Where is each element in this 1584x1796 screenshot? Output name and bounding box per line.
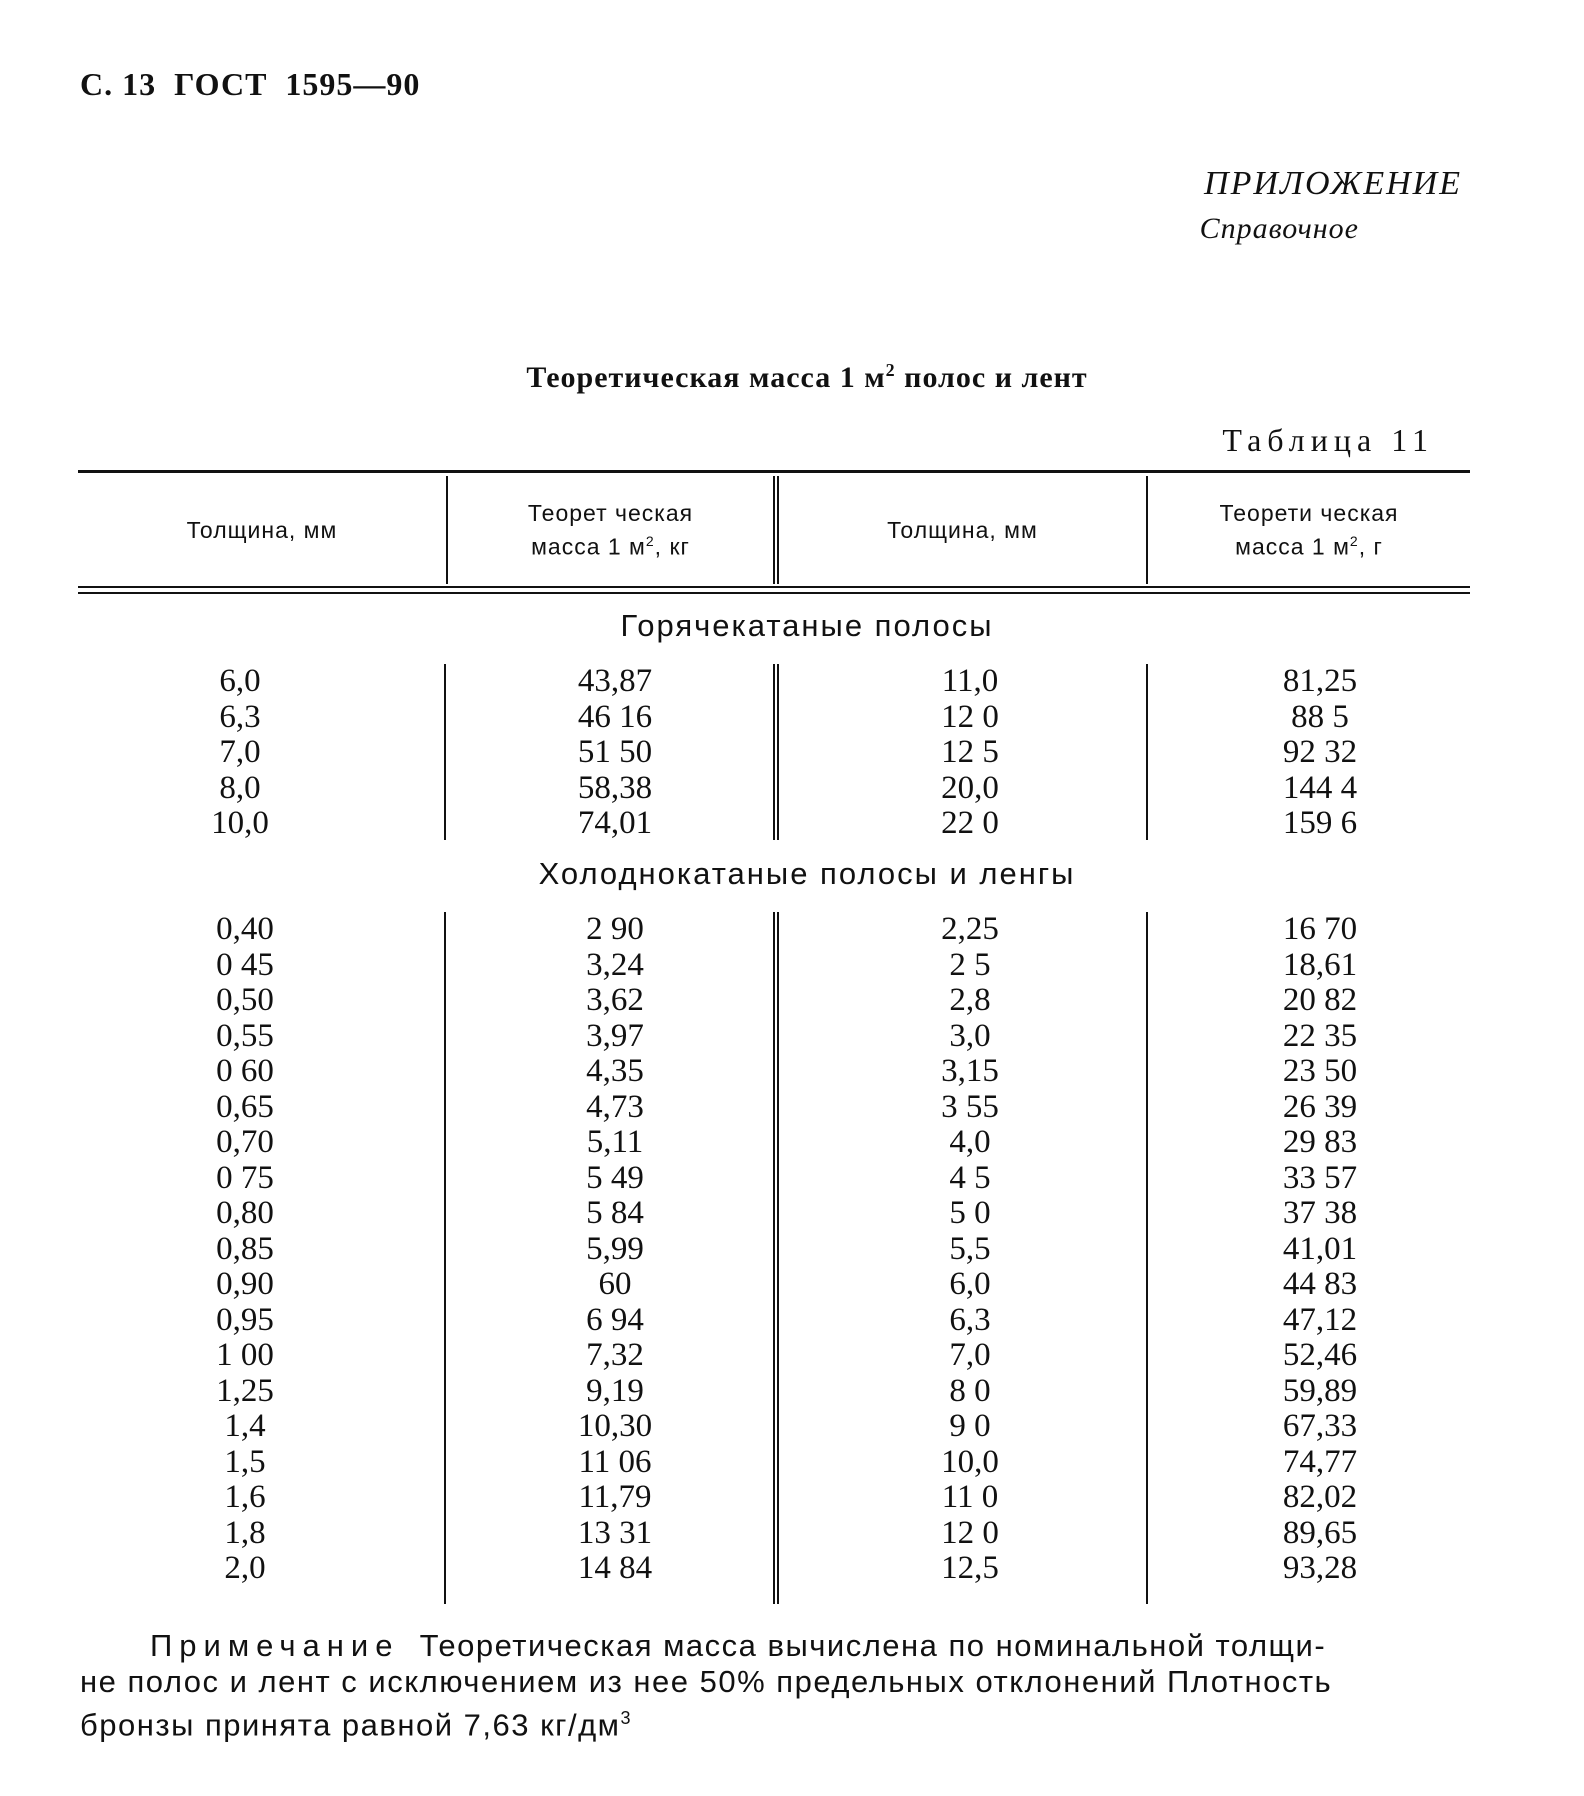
hot-thickness-1-cell: 10,0 [211,805,269,841]
note-line-3-text: бронзы принята равной 7,63 кг/дм [80,1707,621,1743]
cold-mass-1-cell: 60 [598,1266,632,1302]
cold-mass-2-cell: 67,33 [1282,1408,1358,1444]
body-divider-1a [444,664,446,840]
cold-mass-1-cell: 11 06 [578,1443,652,1480]
cold-thickness-1-cell: 1 00 [216,1337,274,1373]
appendix-type: Справочное [1199,212,1359,245]
header-mass-2-line1: Теорети ческая [1219,500,1399,527]
body-divider-1b [444,912,446,1604]
hot-mass-1-cell: 51 50 [577,734,653,770]
cold-mass-1-column [560,912,670,1587]
note-line-1 [80,1628,1472,1664]
table-title-text: Теоретическая масса 1 м [526,361,886,394]
hot-mass-1-cell: 58,38 [577,769,653,806]
cold-thickness-1-cell: 2,0 [224,1550,266,1586]
header-thickness-1-text: Толщина, мм [186,517,338,543]
hot-mass-1-cell: 43,87 [577,663,653,699]
header-mass-1-line2: масса 1 м [531,533,646,560]
cold-thickness-2-cell: 4 5 [949,1159,991,1196]
cold-thickness-2-cell: 6,3 [949,1301,991,1338]
cold-thickness-2-column [920,912,1020,1587]
cold-thickness-1-cell: 0,80 [216,1195,274,1231]
header-mass-1-content [528,499,693,561]
hot-mass-1-column [560,664,670,842]
appendix-label: ПРИЛОЖЕНИЕ [1204,165,1462,202]
header-thickness-2-text: Толщина, мм [887,517,1038,543]
header-mass-2 [1148,474,1470,586]
cold-mass-2-cell: 20 82 [1282,982,1358,1018]
cold-mass-2-cell: 29 83 [1282,1124,1358,1160]
cold-mass-1-cell: 13 31 [577,1514,653,1551]
section-title-hot-rolled: Горячекатаные полосы [620,608,994,643]
cold-thickness-2-cell: 2,25 [941,911,999,947]
cold-thickness-2-cell: 9 0 [949,1408,991,1444]
cold-mass-2-cell: 59,89 [1282,1372,1358,1409]
cold-thickness-1-cell: 0 45 [216,946,274,983]
cold-mass-2-cell: 93,28 [1282,1550,1358,1586]
cold-thickness-1-cell: 1,5 [224,1443,266,1480]
cold-mass-2-cell: 18,61 [1282,946,1358,983]
cold-mass-1-cell: 11,79 [578,1479,652,1515]
note-line-2: не полос и лент с исключением из нее 50% предельных отклонений Плотность [80,1664,1333,1699]
hot-thickness-2-cell: 22 0 [941,805,999,841]
header-mass-2-sup: 2 [1349,533,1359,550]
hot-thickness-2-cell: 12 0 [941,698,999,735]
cold-mass-1-cell: 6 94 [586,1301,644,1338]
body-divider-3a [1146,664,1148,840]
hot-mass-1-cell: 74,01 [577,805,653,841]
cold-mass-1-cell: 9,19 [586,1372,644,1409]
cold-mass-1-cell: 5,99 [586,1230,644,1267]
cold-mass-2-cell: 22 35 [1282,1017,1358,1054]
header-mass-1-unit: , кг [654,533,690,560]
table-title [0,360,1584,395]
cold-thickness-2-cell: 5 0 [949,1195,991,1231]
body-divider-3b [1146,912,1148,1604]
cold-thickness-2-cell: 3,15 [941,1053,999,1089]
cold-mass-1-cell: 5 49 [586,1159,644,1196]
hot-mass-2-cell: 92 32 [1282,734,1358,770]
cold-thickness-2-cell: 12 0 [941,1514,999,1551]
cold-mass-1-cell: 4,73 [586,1088,644,1125]
table-note [80,1628,1472,1743]
hot-thickness-1-cell: 6,3 [219,698,261,735]
table-title-sup: 2 [885,360,896,380]
section-title-cold-rolled: Холоднокатаные полосы и ленгы [538,856,1076,891]
hot-thickness-2-cell: 20,0 [941,769,999,806]
cold-mass-2-cell: 41,01 [1282,1230,1358,1267]
cold-mass-2-cell: 23 50 [1282,1053,1358,1089]
cold-thickness-1-cell: 1,25 [216,1372,274,1409]
hot-mass-1-cell: 46 16 [577,698,653,735]
cold-mass-1-cell: 7,32 [586,1337,644,1373]
header-mass-1 [448,474,773,586]
hot-mass-2-cell: 144 4 [1282,769,1358,806]
hot-mass-2-column [1270,664,1370,842]
cold-mass-2-cell: 89,65 [1282,1514,1358,1551]
cold-thickness-2-cell: 3,0 [949,1017,991,1054]
body-divider-2b [773,912,779,1604]
cold-thickness-2-cell: 6,0 [949,1266,991,1302]
cold-thickness-1-cell: 0 60 [216,1053,274,1089]
cold-mass-1-cell: 3,62 [586,982,644,1018]
hot-thickness-1-column [180,664,300,842]
cold-thickness-2-cell: 11 0 [941,1479,999,1515]
cold-mass-1-cell: 4,35 [586,1053,644,1089]
cold-mass-2-cell: 16 70 [1282,911,1358,947]
cold-mass-2-cell: 47,12 [1282,1301,1358,1338]
cold-thickness-1-cell: 0,95 [216,1301,274,1338]
cold-thickness-1-cell: 1,6 [224,1479,266,1515]
cold-thickness-2-cell: 5,5 [949,1230,991,1267]
note-line-1-text: Теоретическая масса вычислена по номинальной толщи- [419,1628,1327,1663]
cold-thickness-1-cell: 1,4 [224,1408,266,1444]
cold-mass-2-cell: 74,77 [1282,1443,1358,1480]
cold-mass-2-column [1265,912,1375,1587]
body-divider-2a [773,664,779,840]
note-label: Примечание [150,1628,400,1663]
cold-mass-1-cell: 3,97 [586,1017,644,1054]
header-bottom-rule-2 [78,592,1470,594]
hot-thickness-1-cell: 6,0 [219,663,261,699]
hot-thickness-2-column [920,664,1020,842]
cold-thickness-1-cell: 0,90 [216,1266,274,1302]
table-number: Таблица 11 [1222,422,1434,458]
header-mass-2-line2: масса 1 м [1235,533,1350,560]
header-mass-2-unit: , г [1358,533,1383,560]
hot-thickness-2-cell: 12 5 [941,734,999,770]
cold-mass-1-cell: 14 84 [577,1550,653,1586]
cold-thickness-1-cell: 0 75 [216,1159,274,1196]
header-mass-1-line1: Теорет ческая [527,500,694,527]
cold-mass-2-cell: 33 57 [1282,1159,1358,1196]
cold-thickness-2-cell: 2 5 [949,946,991,983]
cold-thickness-1-cell: 0,50 [216,982,274,1018]
note-line-3 [80,1700,1472,1743]
page-header: С. 13 ГОСТ 1595—90 [80,66,421,102]
note-line-3-sup: 3 [620,1708,633,1728]
cold-mass-2-cell: 37 38 [1282,1195,1358,1231]
header-thickness-1 [78,474,446,586]
cold-mass-1-cell: 10,30 [577,1408,653,1444]
cold-mass-2-cell: 52,46 [1282,1337,1358,1373]
cold-thickness-2-cell: 7,0 [949,1337,991,1373]
hot-thickness-1-cell: 8,0 [219,769,261,806]
cold-thickness-1-cell: 0,70 [216,1124,274,1160]
cold-mass-1-cell: 5,11 [586,1124,644,1160]
cold-thickness-1-cell: 0,55 [216,1017,274,1054]
cold-thickness-2-cell: 4,0 [949,1124,991,1160]
hot-thickness-2-cell: 11,0 [941,663,999,699]
cold-thickness-1-column [190,912,300,1587]
cold-mass-2-cell: 44 83 [1282,1266,1358,1302]
cold-mass-1-cell: 5 84 [586,1195,644,1231]
cold-thickness-1-cell: 0,65 [216,1088,274,1125]
header-mass-2-content [1219,499,1398,561]
hot-thickness-1-cell: 7,0 [219,734,261,770]
cold-mass-1-cell: 2 90 [586,911,644,947]
table-title-suffix: полос и лент [895,361,1088,394]
cold-thickness-2-cell: 2,8 [949,982,991,1018]
header-thickness-2 [779,474,1146,586]
cold-mass-1-cell: 3,24 [586,946,644,983]
cold-thickness-1-cell: 1,8 [224,1514,266,1551]
cold-thickness-2-cell: 12,5 [941,1550,999,1586]
cold-mass-2-cell: 26 39 [1282,1088,1358,1125]
hot-mass-2-cell: 88 5 [1291,698,1349,735]
header-bottom-rule [78,586,1470,588]
cold-mass-2-cell: 82,02 [1282,1479,1358,1515]
table-top-rule [78,470,1470,473]
hot-mass-2-cell: 81,25 [1282,663,1358,699]
cold-thickness-2-cell: 10,0 [941,1443,999,1480]
header-mass-1-sup: 2 [645,533,655,550]
hot-mass-2-cell: 159 6 [1282,805,1358,841]
cold-thickness-2-cell: 3 55 [941,1088,999,1125]
cold-thickness-1-cell: 0,85 [216,1230,274,1267]
cold-thickness-1-cell: 0,40 [216,911,274,947]
cold-thickness-2-cell: 8 0 [949,1372,991,1409]
